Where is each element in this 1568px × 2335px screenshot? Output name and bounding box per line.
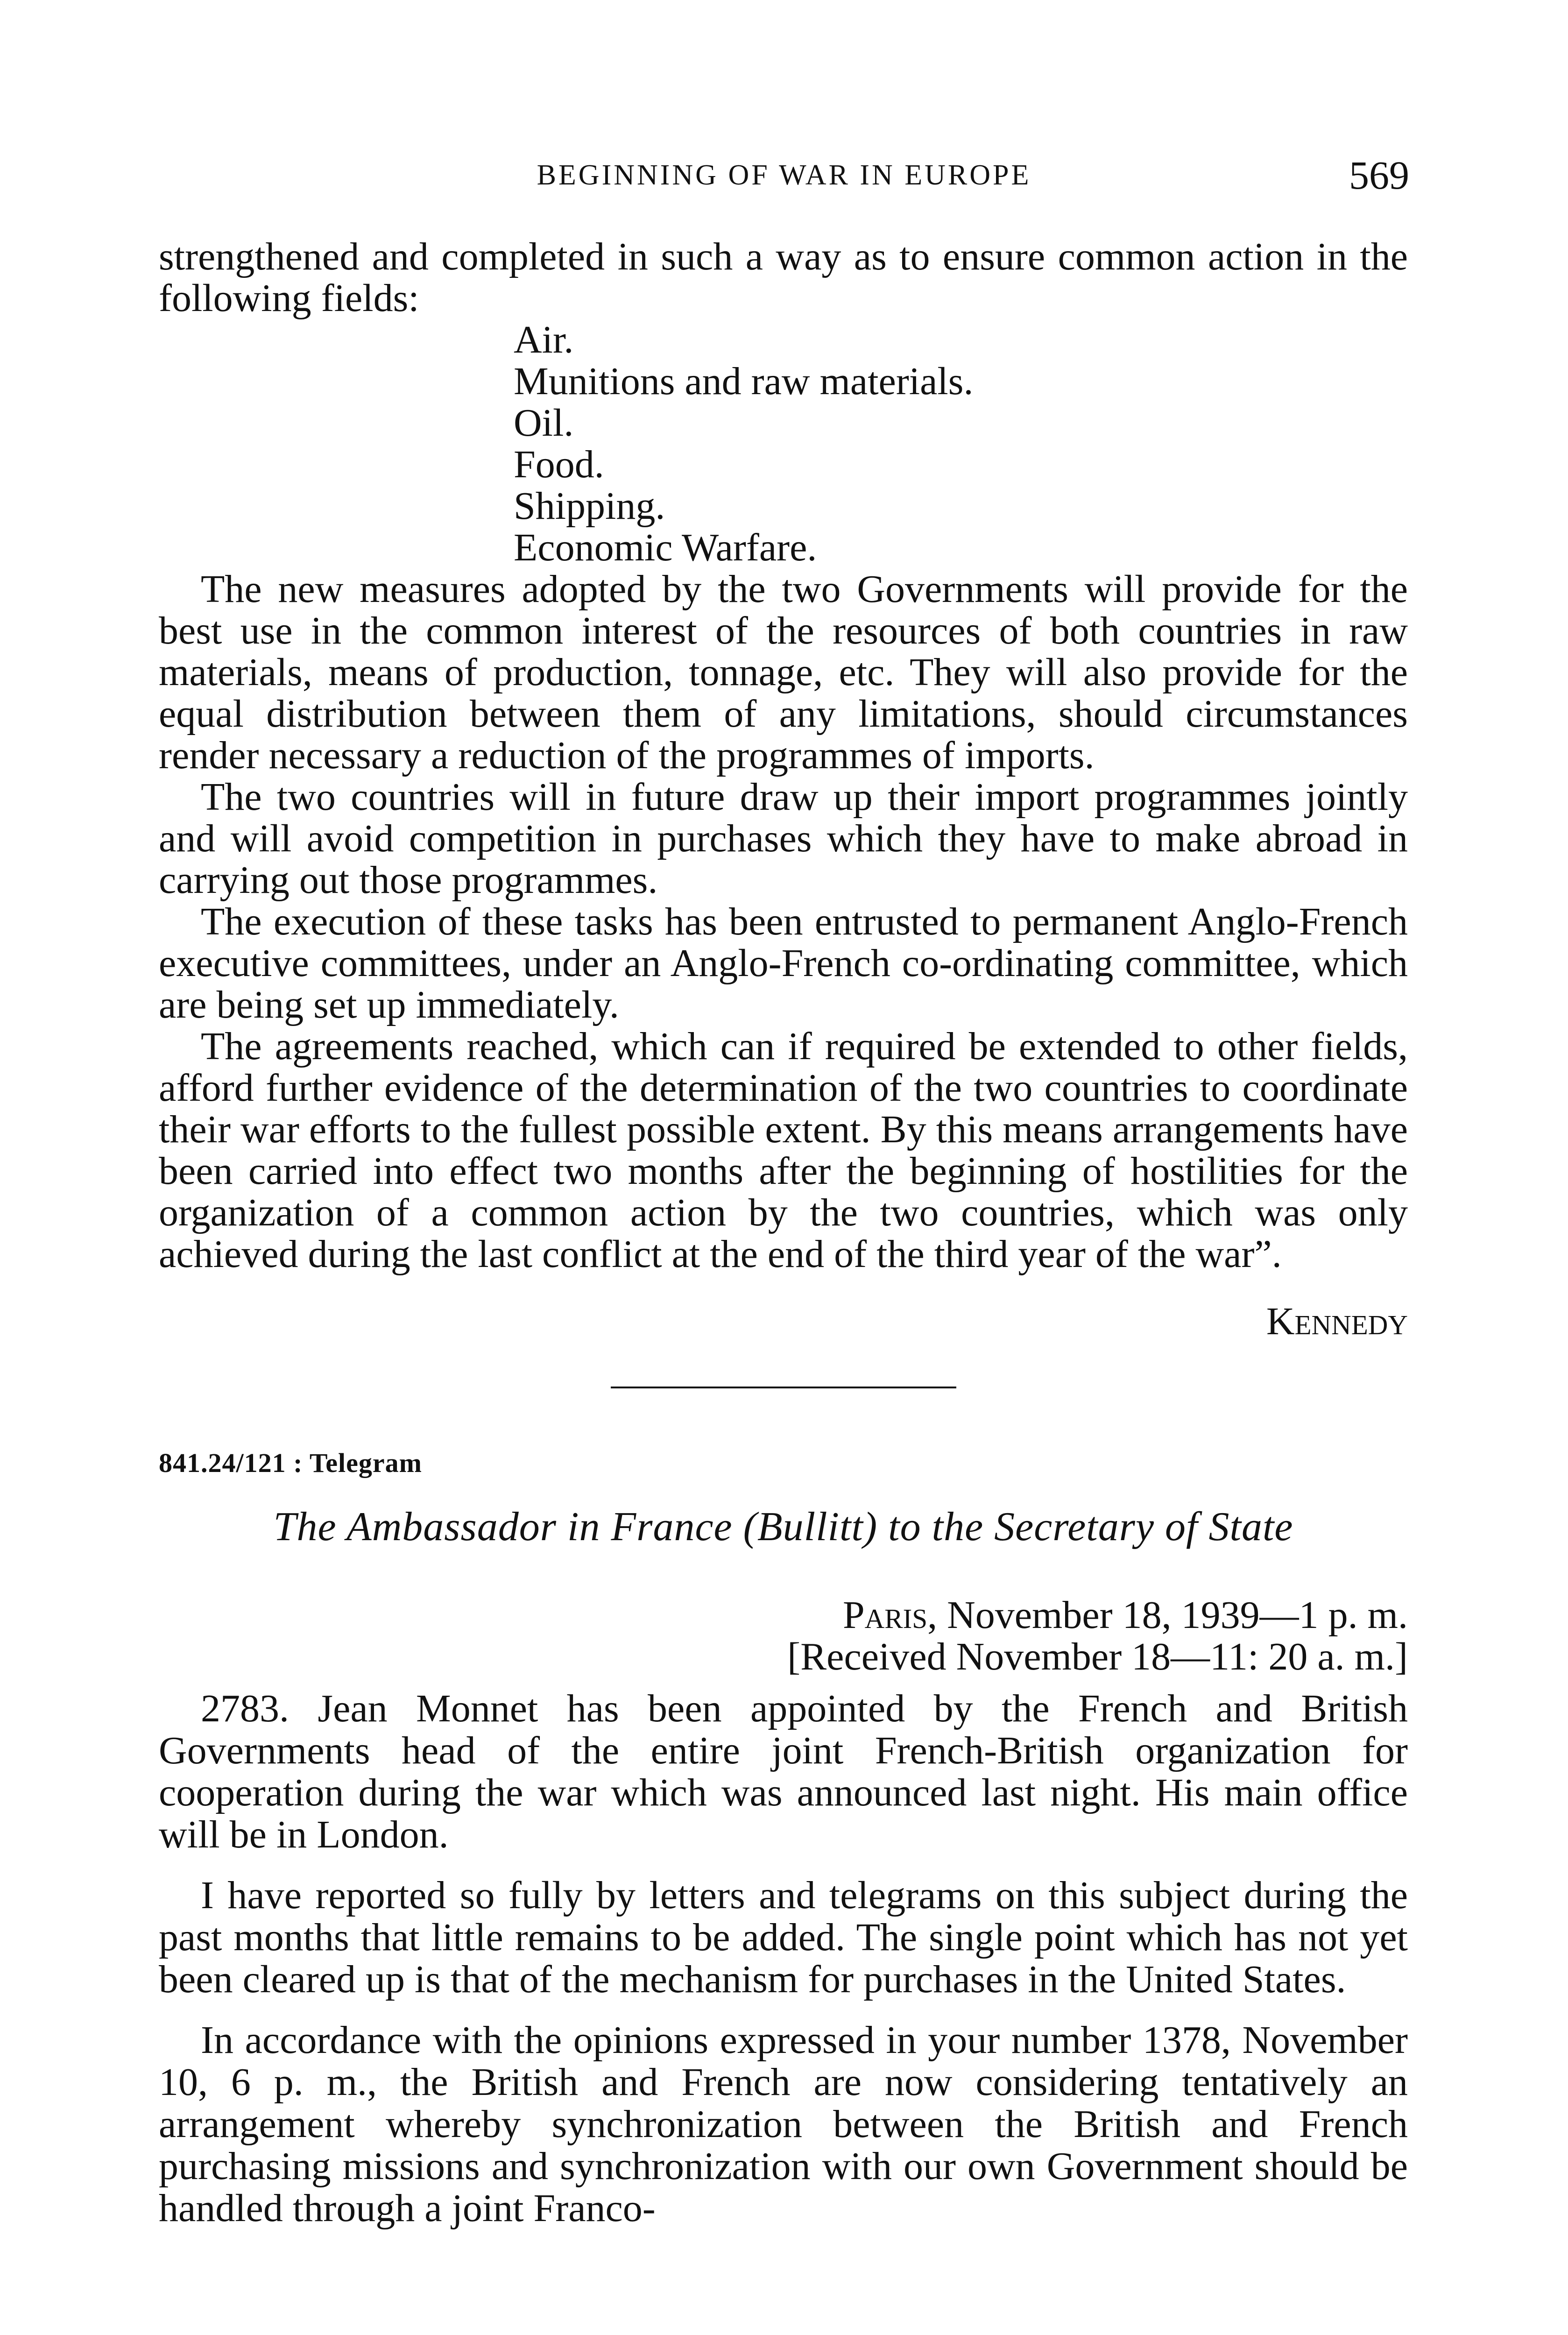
file-number: 841.24/121 : Telegram bbox=[159, 1448, 422, 1478]
dateline-place: Paris, bbox=[842, 1593, 938, 1637]
quote-paragraph: The two countries will in future draw up their import programmes jointly and will avoid competition in purchases which they have to make abroad in carrying out those programmes. bbox=[159, 775, 1408, 902]
page-number: 569 bbox=[1349, 153, 1409, 198]
telegram-paragraph: I have reported so fully by letters and telegrams on this subject during the past months that little remains to be added. The single point which has not yet been cleared up is that of the mechanism for purchases in the United States. bbox=[159, 1874, 1408, 2001]
dateline-sent bbox=[159, 1594, 1408, 1636]
dateline bbox=[159, 1594, 1408, 1677]
field-item: Economic Warfare. bbox=[514, 526, 817, 569]
running-head bbox=[159, 154, 1409, 196]
field-item: Food. bbox=[514, 443, 604, 486]
quote-paragraph: The execution of these tasks has been entrusted to permanent Anglo-French executive committees, under an Anglo-French co-ordinating committee, which are being set up immediately. bbox=[159, 900, 1408, 1026]
field-item: Oil. bbox=[514, 401, 574, 445]
section-divider bbox=[611, 1387, 956, 1388]
headnote: The Ambassador in France (Bullitt) to the Secretary of State bbox=[273, 1504, 1293, 1550]
page-body bbox=[159, 236, 1408, 2229]
field-item: Air. bbox=[514, 318, 574, 361]
telegram-paragraph: In accordance with the opinions expressed in your number 1378, November 10, 6 p. m., the British and French are now considering tentatively an arrangement whereby synchronization between the British and French purchasing missions and synchronization with our own Government should be handled through a joint Franco- bbox=[159, 2018, 1408, 2230]
opening-paragraph: strengthened and completed in such a way as to ensure common action in the following fields: bbox=[159, 235, 1408, 320]
quote-paragraph: The agreements reached, which can if required be extended to other fields, afford further evidence of the determination of the two countries to coordinate their war efforts to the fullest possible extent. By this means arrangements have been carried into effect two months after the beginning of hostilities for the organization of a common action by the two countries, which was only achieved during the last conflict at the end of the third year of the war”. bbox=[159, 1025, 1408, 1276]
quote-paragraph: The new measures adopted by the two Governments will provide for the best use in the common interest of the resources of both countries in raw materials, means of production, tonnage, etc. They will also provide for the equal distribution between them of any limitations, should circumstances render necessary a reduction of the programmes of imports. bbox=[159, 567, 1408, 777]
dateline-received: [Received November 18—11: 20 a. m.] bbox=[787, 1635, 1408, 1678]
telegram-body bbox=[159, 1688, 1408, 2229]
signature: Kennedy bbox=[1266, 1300, 1408, 1343]
fields-list bbox=[159, 319, 1408, 568]
dateline-date: November 18, 1939—1 p. m. bbox=[937, 1593, 1408, 1637]
running-title: BEGINNING OF WAR IN EUROPE bbox=[537, 159, 1031, 191]
field-item: Shipping. bbox=[514, 484, 665, 528]
field-item: Munitions and raw materials. bbox=[514, 360, 974, 403]
telegram-paragraph: 2783. Jean Monnet has been appointed by the French and British Governments head of the entire joint French-British organization for cooperation during the war which was announced last night. His main office will be in London. bbox=[159, 1687, 1408, 1856]
